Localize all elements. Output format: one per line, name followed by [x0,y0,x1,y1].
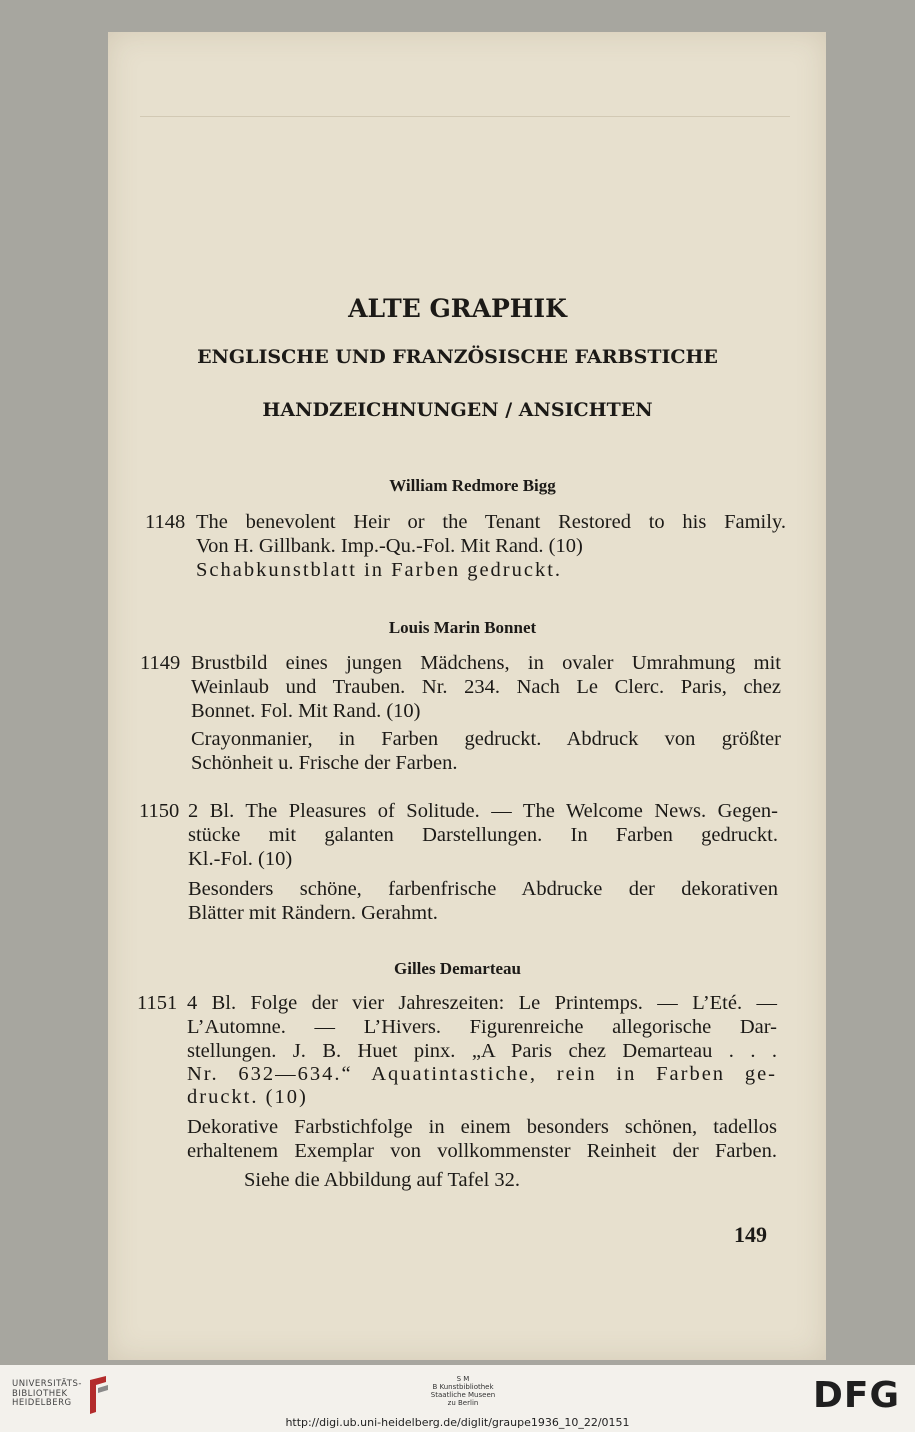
entry-1148-line-2: Von H. Gillbank. Imp.-Qu.-Fol. Mit Rand. (10) [196,535,583,557]
entry-1151-plate-reference: Siehe die Abbildung auf Tafel 32. [244,1169,521,1191]
entry-number-1150: 1150 [139,800,180,822]
entry-1151-line-6: Dekorative Farbstichfolge in einem besonders schönen, tadellos [187,1116,777,1138]
stamp-line-1: S M [456,1375,470,1383]
entry-1149-line-4: Crayonmanier, in Farben gedruckt. Abdruck von größter [191,728,781,750]
entry-1151-line-3: stellungen. J. B. Huet pinx. „A Paris chez Demarteau . . . [187,1040,777,1062]
artist-heading-bonnet: Louis Marin Bonnet [388,618,537,637]
university-library-label[interactable] [12,1380,82,1409]
section-subtitle-1: ENGLISCHE UND FRANZÖSISCHE FARBSTICHE [197,346,718,368]
entry-number-1149: 1149 [140,652,181,674]
entry-1148-line-1: The benevolent Heir or the Tenant Restored to his Family. [196,511,786,533]
bleed-through-header [140,96,790,117]
entry-1150-line-1: 2 Bl. The Pleasures of Solitude. — The Welcome News. Gegen- [188,800,778,822]
page-number: 149 [734,1222,767,1247]
entry-1150-line-3: Kl.-Fol. (10) [188,848,293,870]
university-line-2: BIBLIOTHEK [12,1388,68,1399]
dfg-logo[interactable]: DFG [813,1375,901,1416]
section-title: ALTE GRAPHIK [348,294,567,323]
entry-1151-line-7: erhaltenem Exemplar von vollkommenster Reinheit der Farben. [187,1140,777,1162]
entry-1149-line-2: Weinlaub und Trauben. Nr. 234. Nach Le Clerc. Paris, chez [191,676,781,698]
stamp-line-4: zu Berlin [447,1399,479,1407]
artist-heading-bigg: William Redmore Bigg [389,476,556,495]
entry-1149-line-5: Schönheit u. Frische der Farben. [191,752,458,774]
university-line-1: UNIVERSITÄTS- [12,1379,82,1389]
university-line-3: HEIDELBERG [12,1398,72,1408]
entry-1150-line-4: Besonders schöne, farbenfrische Abdrucke der dekorativen [188,878,778,900]
entry-number-1151: 1151 [137,992,178,1014]
entry-1149-line-3: Bonnet. Fol. Mit Rand. (10) [191,700,421,722]
entry-1151-line-1: 4 Bl. Folge der vier Jahreszeiten: Le Printemps. — L’Eté. — [187,992,777,1014]
section-subtitle-2: HANDZEICHNUNGEN / ANSICHTEN [262,399,653,421]
entry-1150-line-2: stücke mit galanten Darstellungen. In Farben gedruckt. [188,824,778,846]
library-stamp [418,1375,508,1407]
entry-1151-line-4: Nr. 632—634.“ Aquatintastiche, rein in Farben ge- [187,1063,777,1085]
artist-heading-demarteau: Gilles Demarteau [394,959,521,978]
entry-1151-line-2: L’Automne. — L’Hivers. Figurenreiche allegorische Dar- [187,1016,777,1038]
entry-1150-line-5: Blätter mit Rändern. Gerahmt. [188,902,438,924]
entry-1149-line-1: Brustbild eines jungen Mädchens, in ovaler Umrahmung mit [191,652,781,674]
permalink-url[interactable]: http://digi.ub.uni-heidelberg.de/diglit/graupe1936_10_22/0151 [285,1416,630,1429]
stamp-line-2: B Kunstbibliothek [432,1383,494,1391]
entry-1151-line-5: druckt. (10) [187,1086,308,1108]
entry-1148-line-3: Schabkunstblatt in Farben gedruckt. [196,559,563,581]
university-logo-icon[interactable] [86,1374,112,1416]
stamp-line-3: Staatliche Museen [430,1391,496,1399]
entry-number-1148: 1148 [145,511,186,533]
